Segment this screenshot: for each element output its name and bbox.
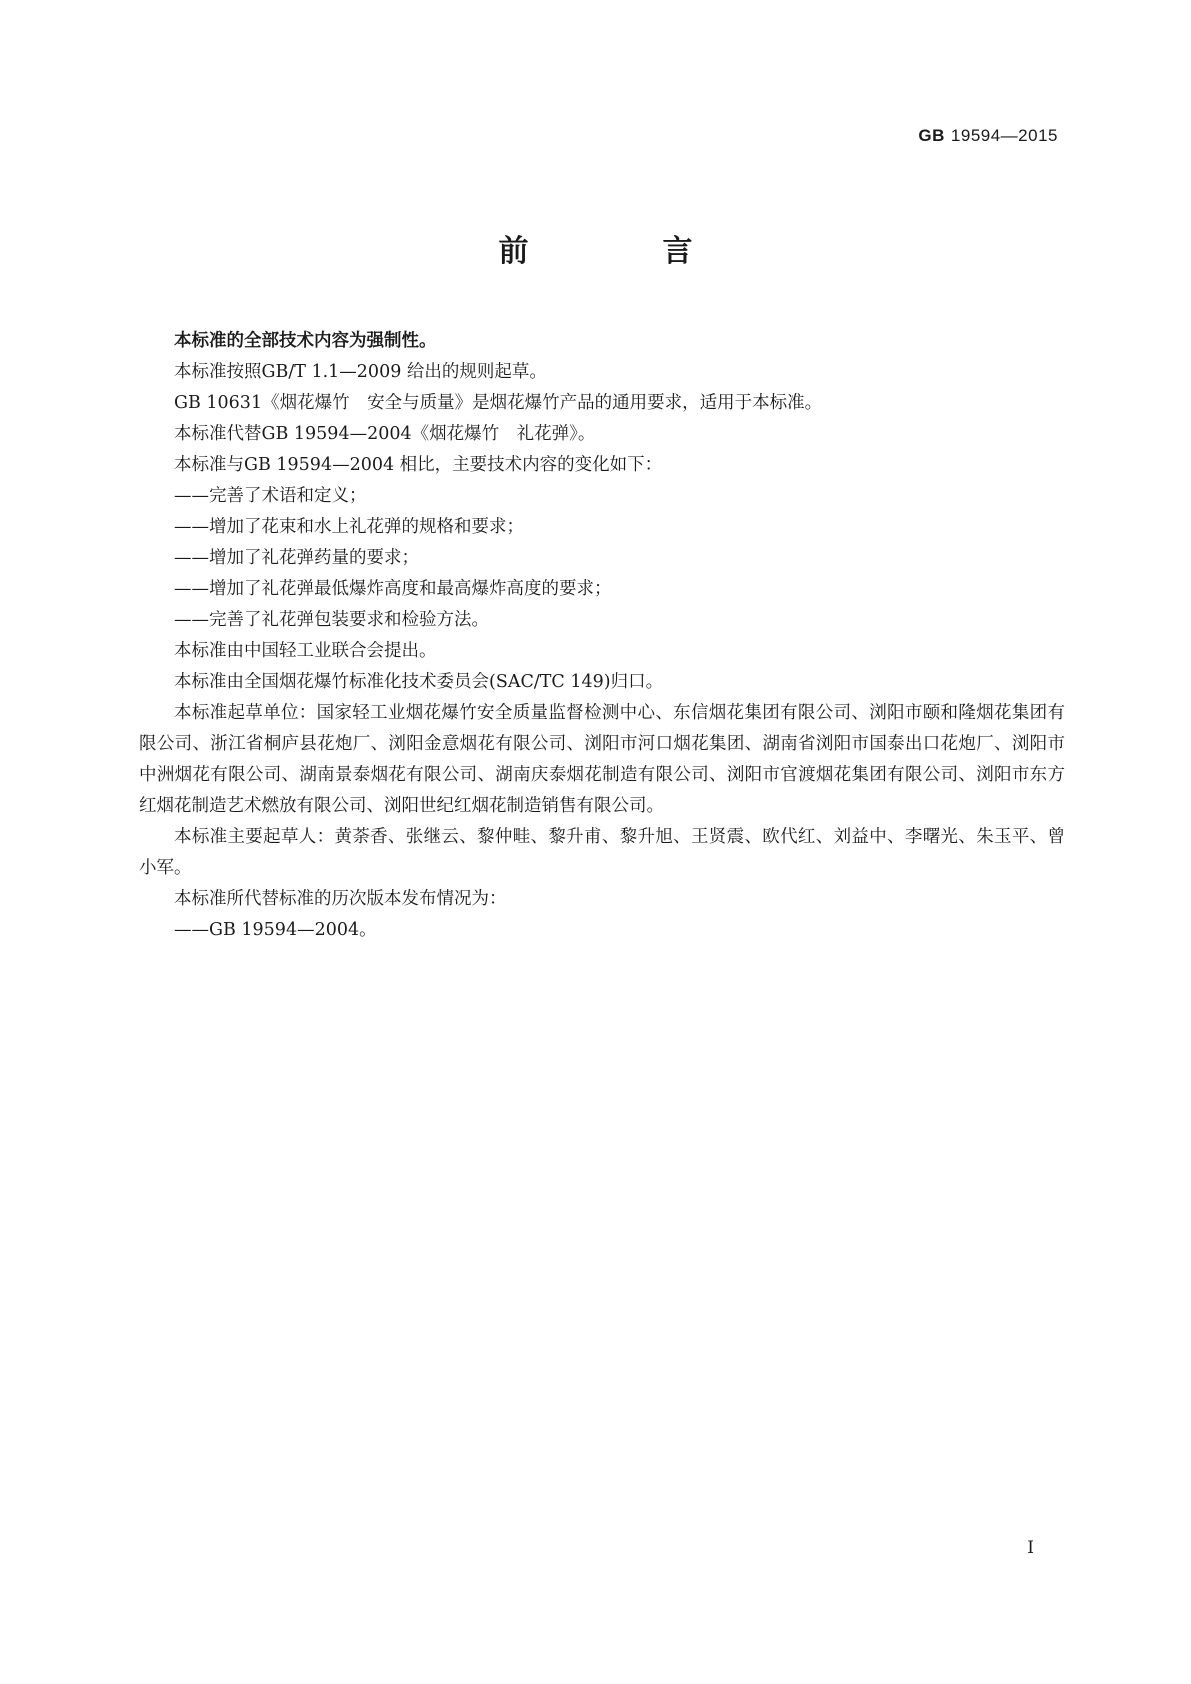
list-item-change: ——完善了术语和定义； xyxy=(174,486,367,506)
paragraph-replaces: 本标准代替GB 19594—2004《烟花爆竹 礼花弹》。 xyxy=(174,424,596,444)
list-item-change: ——增加了礼花弹药量的要求； xyxy=(174,548,419,568)
paragraph-managed-by: 本标准由全国烟花爆竹标准化技术委员会(SAC/TC 149)归口。 xyxy=(174,672,664,692)
list-item-change: ——增加了花束和水上礼花弹的规格和要求； xyxy=(174,517,524,537)
page-title: 前 言 xyxy=(498,234,745,269)
standard-code-number: 19594—2015 xyxy=(950,126,1058,145)
paragraph-changes-intro: 本标准与GB 19594—2004 相比，主要技术内容的变化如下： xyxy=(174,455,663,475)
foreword-body xyxy=(139,326,1065,946)
paragraph-drafting-rules: 本标准按照GB/T 1.1—2009 给出的规则起草。 xyxy=(174,362,547,382)
paragraph-proposed-by: 本标准由中国轻工业联合会提出。 xyxy=(174,641,437,661)
standard-code-prefix: GB xyxy=(918,126,945,145)
paragraph-drafters: 本标准主要起草人：黄荼香、张继云、黎仲畦、黎升甫、黎升旭、王贤震、欧代红、刘益中、李曙光、朱玉平、曾小军。 xyxy=(139,827,1065,878)
page-number: I xyxy=(1027,1538,1034,1558)
standard-code-header xyxy=(918,126,1058,146)
paragraph-drafting-units: 本标准起草单位：国家轻工业烟花爆竹安全质量监督检测中心、东信烟花集团有限公司、浏阳市颐和隆烟花集团有限公司、浙江省桐庐县花炮厂、浏阳金意烟花有限公司、浏阳市河口烟花集团、湖南省浏阳市国泰出口花炮厂、浏阳市中洲烟花有限公司、湖南景泰烟花有限公司、湖南庆泰烟花制造有限公司、浏阳市官渡烟花集团有限公司、浏阳市东方红烟花制造艺术燃放有限公司、浏阳世纪红烟花制造销售有限公司。 xyxy=(139,703,1065,816)
paragraph-history-intro: 本标准所代替标准的历次版本发布情况为： xyxy=(174,889,507,909)
paragraph-general-requirement: GB 10631《烟花爆竹 安全与质量》是烟花爆竹产品的通用要求，适用于本标准。 xyxy=(174,393,823,413)
list-item-change: ——完善了礼花弹包装要求和检验方法。 xyxy=(174,610,489,630)
list-item-history: ——GB 19594—2004。 xyxy=(174,920,377,940)
paragraph-mandatory: 本标准的全部技术内容为强制性。 xyxy=(174,331,437,351)
list-item-change: ——增加了礼花弹最低爆炸高度和最高爆炸高度的要求； xyxy=(174,579,612,599)
